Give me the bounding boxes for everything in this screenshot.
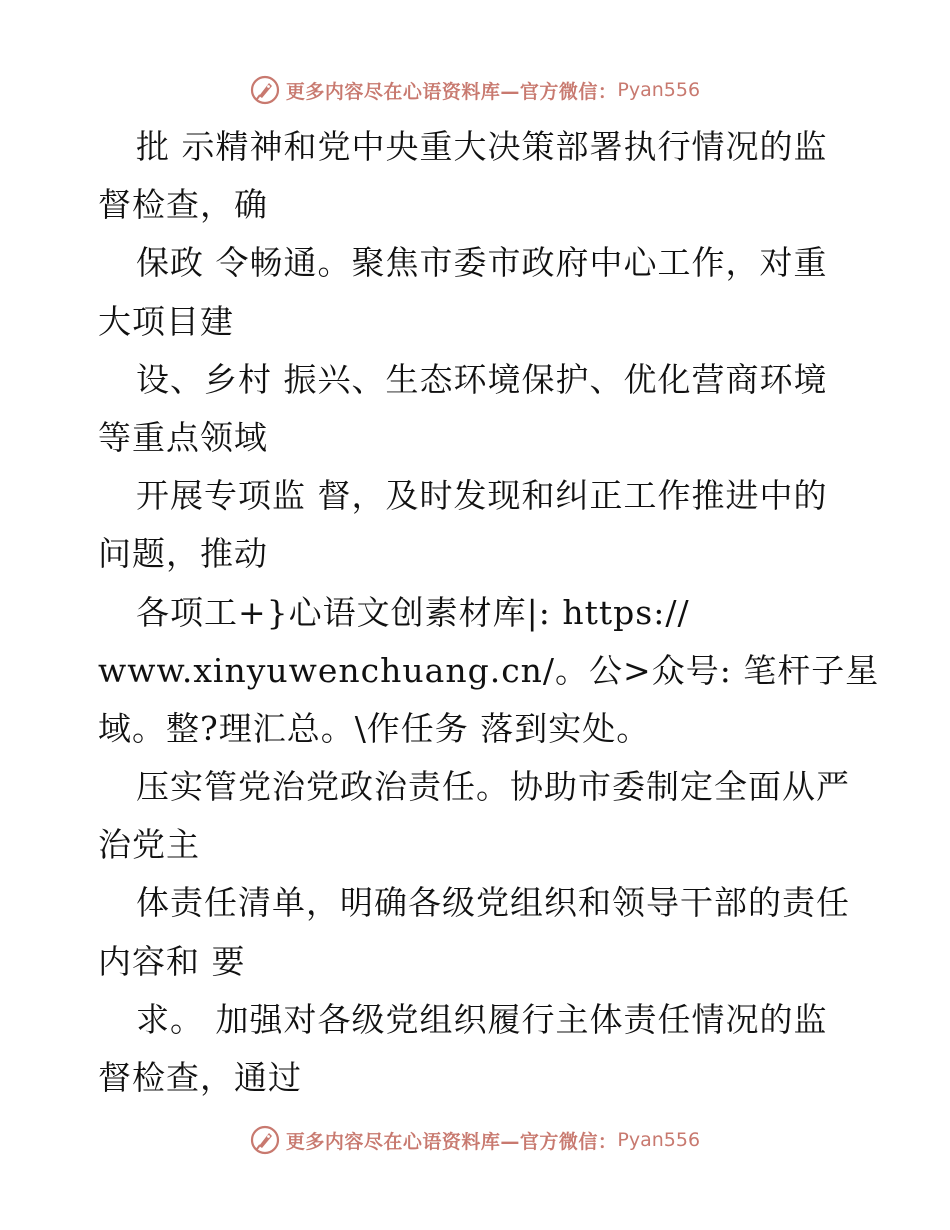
text-line: 问题，推动	[98, 534, 268, 574]
text-line: 设、乡村 振兴、生态环境保护、优化营商环境	[136, 359, 828, 399]
text-line: 大项目建	[98, 301, 234, 341]
header-banner-account: Pyan556	[617, 79, 701, 101]
text-line: www.xinyuwenchuang.cn/。公>众号: 笔杆子星	[98, 650, 880, 690]
footer-watermark-banner	[0, 1122, 950, 1158]
text-line: 批 示精神和党中央重大决策部署执行情况的监	[136, 127, 828, 166]
pen-nib-logo-icon	[250, 1125, 280, 1155]
text-line: 督检查，通过	[98, 1058, 302, 1097]
text-line: 域。整?理汇总。\作任务 落到实处。	[98, 708, 651, 748]
text-line: 求。 加强对各级党组织履行主体责任情况的监	[136, 999, 828, 1039]
text-line: 内容和 要	[98, 941, 246, 981]
footer-banner-account: Pyan556	[617, 1129, 701, 1151]
text-line: 压实管党治党政治责任。协助市委制定全面从严	[136, 767, 850, 807]
text-line: 体责任清单，明确各级党组织和领导干部的责任	[136, 883, 850, 923]
text-line: 保政 令畅通。聚焦市委市政府中心工作，对重	[136, 243, 828, 283]
text-line: 各项工+}心语文创素材库|: https://	[136, 592, 690, 632]
footer-banner-text: 更多内容尽在心语资料库—官方微信：	[285, 1130, 618, 1153]
header-banner-text: 更多内容尽在心语资料库—官方微信：	[285, 80, 618, 103]
text-line: 开展专项监 督，及时发现和纠正工作推进中的	[136, 476, 828, 516]
text-line: 督检查，确	[98, 185, 268, 225]
pen-nib-logo-icon	[250, 75, 280, 105]
text-line: 治党主	[98, 825, 200, 865]
header-watermark-banner	[0, 72, 950, 108]
document-body	[98, 118, 880, 1107]
text-line: 等重点领域	[98, 417, 268, 457]
